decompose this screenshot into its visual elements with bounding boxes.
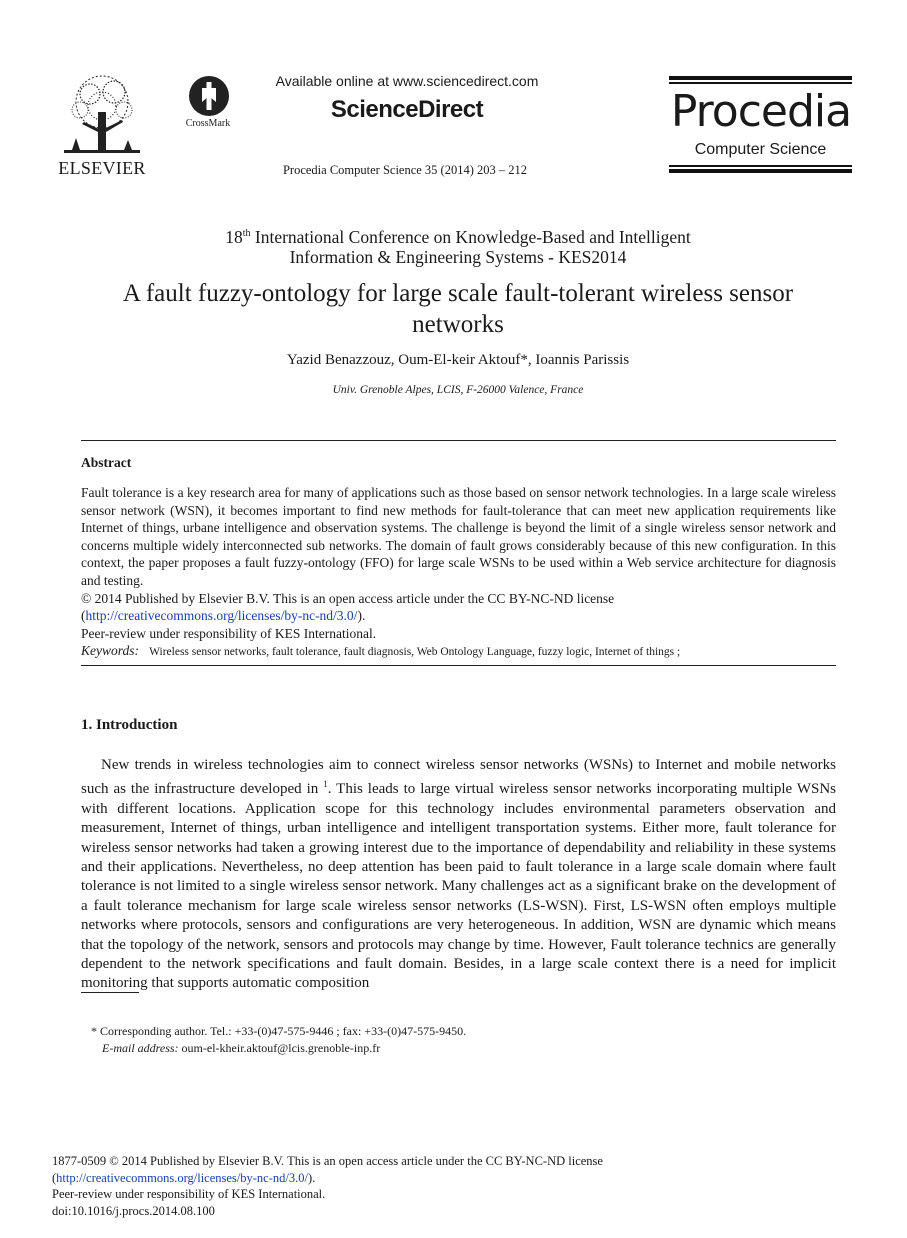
- introduction-paragraph: New trends in wireless technologies aim to connect wireless sensor networks (WSNs) to Internet and mobile networks such as the infrastructure developed in $^1$. This leads to large virtual wireless sensor networks incorporating multiple WSNs with different locations. Application scope for this technology includes environmental parameters observation and measurement, Internet of things, urban intelligence and intelligent transportation systems. Either more, fault tolerance for wireless sensor networks had taken a growing interest due to the importance of dependability and reliability in these systems and their applications. Nevertheless, no deep attention has been paid to fault tolerance in a large scale domain where fault tolerance is not limited to a single wireless sensor network. Many challenges act as a significant brake on the development of a fault tolerance mechanism for large scale wireless sensor networks (LS-WSN). First, LS-WSN often employs multiple networks where protocols, sensors and configurations are very heterogeneous. In addition, WSN are dynamic which means that the topology of the network, sensors and protocols may change by time. However, Fault tolerance technics are generally dependent to the network specifications and fault domain. Besides, in a large scale context there is a need for implicit monitoring that supports automatic composition: [81, 757, 837, 992]
- keywords-values: Wireless sensor networks, fault tolerance, fault diagnosis, Web Ontology Language, fuzzy logic, Internet of things ;: [149, 646, 681, 659]
- keywords: [81, 642, 836, 662]
- conference-line1: International Conference on Knowledge-Based and Intelligent: [250, 226, 691, 247]
- authors: Yazid Benazzouz, Oum-El-keir Aktouf*, Ioannis Parissis: [286, 352, 630, 368]
- abstract-text: Fault tolerance is a key research area for many of applications such as those based on sensor network technologies. In a large scale wireless sensor network (WSN), it becomes important to find new methods for fault-tolerance that can meet new application requirements like Internet of things, urbane intelligence and observation systems. The challenge is beyond the limit of a single wireless sensor network and concerns multiple widely interconnected sub networks. The domain of fault grows considerably because of this new configuration. In this context, the paper proposes a fault fuzzy-ontology (FFO) for large scale WSNs to be used within a Web service architecture for diagnosis and testing.: [81, 485, 836, 588]
- divider: [81, 440, 836, 441]
- paper-title: [70, 278, 846, 340]
- publisher-name: ELSEVIER: [58, 158, 146, 178]
- abstract-body: [81, 484, 836, 662]
- keywords-label: Keywords:: [81, 643, 139, 659]
- available-online: Available online at www.sciencedirect.com: [275, 73, 539, 89]
- paper-title-line1: A fault fuzzy-ontology for large scale fault-tolerant wireless sensor: [122, 280, 794, 307]
- abstract-peer-review: Peer-review under responsibility of KES International.: [81, 625, 377, 641]
- conference-line2: Information & Engineering Systems - KES2014: [289, 246, 627, 267]
- footer-license-link[interactable]: http://creativecommons.org/licenses/by-nc-nd/3.0/: [56, 1170, 308, 1185]
- platform-name: ScienceDirect: [330, 96, 484, 123]
- section-heading: 1. Introduction: [81, 717, 178, 733]
- footnote-rule: [81, 992, 139, 993]
- conference-name: [80, 224, 836, 267]
- crossmark-label: CrossMark: [185, 118, 231, 129]
- journal-logo-rule: [669, 165, 852, 167]
- abstract-heading: Abstract: [81, 455, 132, 470]
- email-label: E-mail address:: [102, 1041, 179, 1055]
- affiliation: Univ. Grenoble Alpes, LCIS, F-26000 Valence, France: [332, 384, 584, 396]
- footer-issn: 1877-0509 © 2014 Published by Elsevier B.V. This is an open access article under the CC BY-NC-ND license: [52, 1154, 603, 1168]
- email-address[interactable]: oum-el-kheir.aktouf@lcis.grenoble-inp.fr: [178, 1041, 381, 1055]
- journal-logo-rule: [669, 169, 852, 173]
- footer-peer-review: Peer-review under responsibility of KES International.: [52, 1187, 326, 1201]
- journal-reference: Procedia Computer Science 35 (2014) 203 – 212: [282, 163, 528, 177]
- license-link[interactable]: http://creativecommons.org/licenses/by-nc-nd/3.0/: [85, 608, 358, 624]
- journal-logo-title: Procedia: [670, 86, 852, 137]
- divider: [81, 665, 836, 666]
- introduction-body: [81, 756, 836, 994]
- conference-ordinal: th: [242, 228, 251, 239]
- footer-doi[interactable]: doi:10.1016/j.procs.2014.08.100: [52, 1203, 215, 1218]
- footnote-email: [81, 1040, 836, 1057]
- paper-title-line2: networks: [412, 311, 504, 338]
- journal-logo-subtitle: Computer Science: [694, 141, 827, 158]
- footnote: [81, 1023, 836, 1057]
- footer-license: (http://creativecommons.org/licenses/by-nc-nd/3.0/).: [52, 1170, 316, 1185]
- abstract-copyright: © 2014 Published by Elsevier B.V. This is an open access article under the CC BY-NC-ND license: [81, 590, 615, 606]
- abstract-license: (http://creativecommons.org/licenses/by-nc-nd/3.0/).: [81, 608, 366, 624]
- conference-number: 18: [225, 226, 243, 247]
- page-footer: [52, 1153, 852, 1219]
- citation-ref[interactable]: 1: [323, 779, 328, 790]
- journal-logo-rule: [669, 82, 852, 84]
- journal-logo-rule: [669, 76, 852, 80]
- footnote-corresponding: * Corresponding author. Tel.: +33-(0)47-575-9446 ; fax: +33-(0)47-575-9450.: [91, 1024, 467, 1038]
